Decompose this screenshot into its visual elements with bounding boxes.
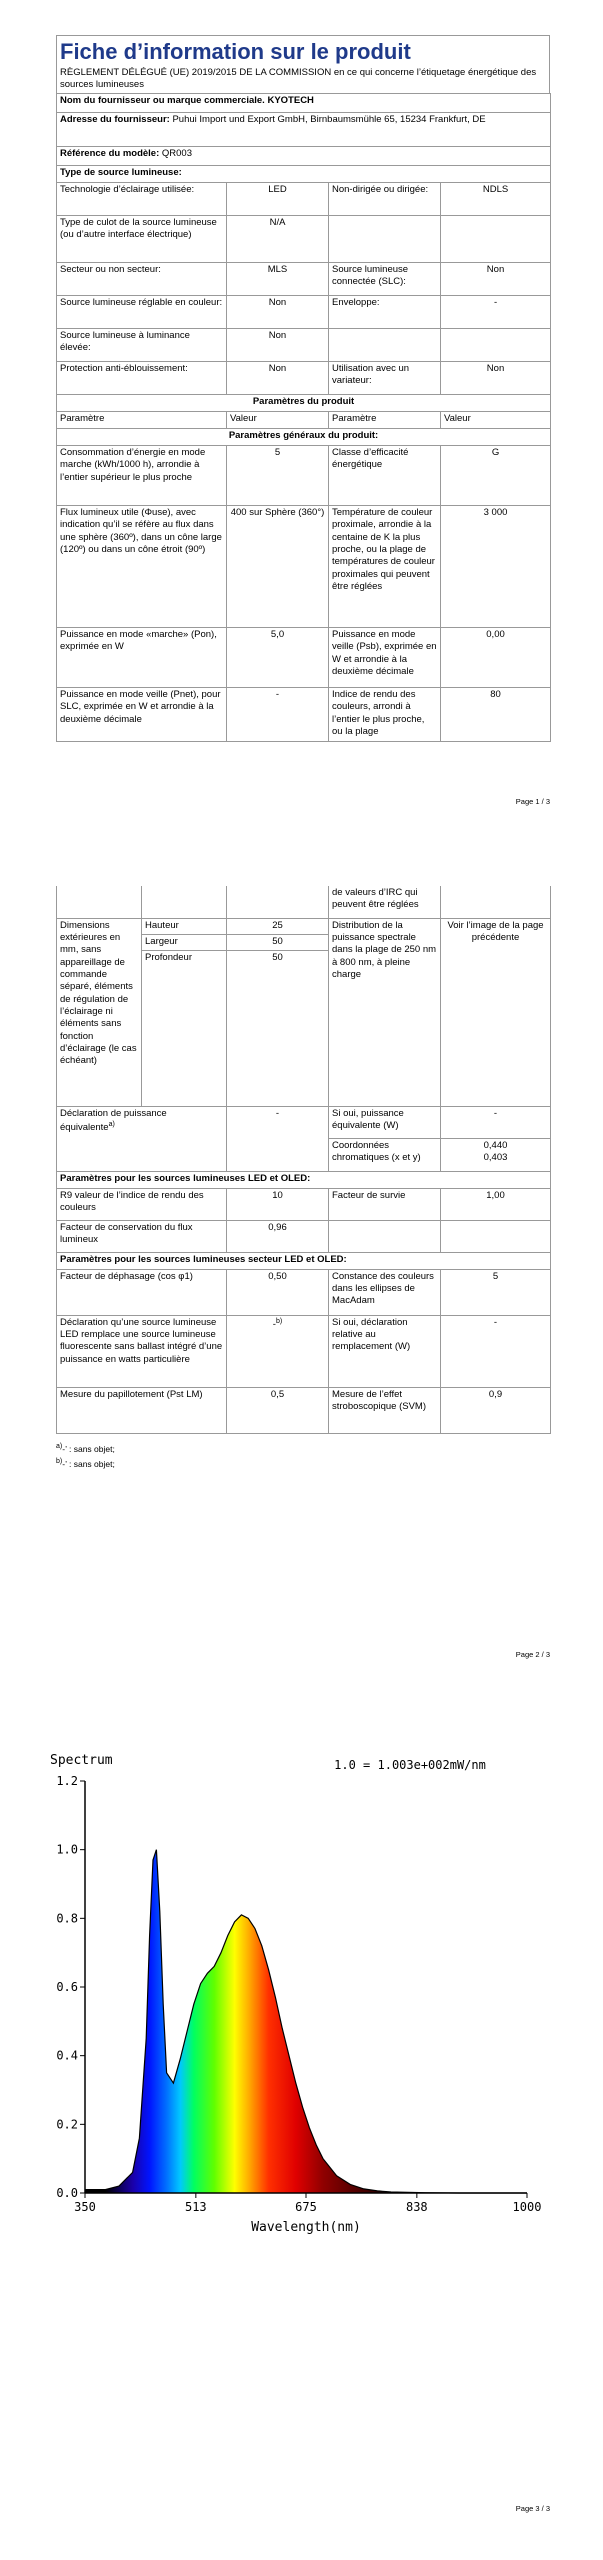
type-cell: Non [227,296,329,329]
dim-name: Hauteur [142,918,227,934]
param-value: 3 000 [441,506,551,628]
mains-heading-row [57,1252,551,1269]
param-label: Puissance en mode «marche» (Pon), exprimée en W [57,628,227,688]
y-tick-label: 1.0 [56,1842,78,1857]
footnote-ref-a: a) [108,1120,115,1128]
column-header-row [57,412,551,429]
type-heading-row [57,166,551,183]
param-label: Indice de rendu des couleurs, arrondi à l’entier le plus proche, ou la plage [329,688,441,742]
y-tick-label: 0.8 [56,1911,78,1926]
supplier-label: Nom du fournisseur ou marque commerciale. [60,95,265,106]
product-info-table-p2 [56,886,551,1434]
param-label: Facteur de survie [329,1188,441,1220]
param-value: 80 [441,688,551,742]
equiv-label: Si oui, puissance équivalente (W) [329,1106,441,1138]
address-row [57,113,551,147]
chroma-y: 0,403 [483,1151,508,1163]
param-label: Température de couleur proximale, arrondie à la centaine de K la plus proche, ou la plage de températures de couleur proximales qui peuvent être réglées [329,506,441,628]
chroma-label: Coordonnées chromatiques (x et y) [329,1138,441,1171]
x-tick-label: 513 [184,2200,207,2214]
type-cell: Secteur ou non secteur: [57,263,227,296]
type-cell: Type de culot de la source lumineuse (ou d’autre interface électrique) [57,216,227,263]
x-tick-label: 675 [295,2200,317,2214]
type-cell: Technologie d’éclairage utilisée: [57,183,227,216]
param-label: Si oui, déclaration relative au remplacement (W) [329,1315,441,1387]
x-axis [74,2193,541,2214]
param-label: Facteur de déphasage (cos φ1) [57,1269,227,1315]
x-tick-label: 1000 [512,2200,542,2214]
footnote-b [56,1455,550,1471]
spectrum-chart [40,1745,560,2245]
address-value: Puhui Import und Export GmbH, Birnbaumsmühle 65, 15234 Frankfurt, DE [172,114,486,125]
footnote-ref-b: b) [275,1317,283,1325]
type-row [57,329,551,362]
param-value: 1,00 [441,1188,551,1220]
regulation-text: RÈGLEMENT DÉLÉGUÉ (UE) 2019/2015 DE LA COMMISSION en ce qui concerne l’étiquetage énergétique des sources lumineuses [60,67,537,90]
param-value: 5 [227,446,329,506]
param-value: 0,9 [441,1387,551,1433]
param-value: 10 [227,1188,329,1220]
type-row [57,296,551,329]
param-value: 0,50 [227,1269,329,1315]
decl-label: Déclaration de puissance équivalente [60,1107,167,1133]
type-cell: Source lumineuse réglable en couleur: [57,296,227,329]
param-row [57,1387,551,1433]
general-heading: Paramètres généraux du produit: [57,429,551,446]
param-row [57,506,551,628]
y-tick-label: 0.2 [56,2117,78,2132]
param-label: Mesure de l’effet stroboscopique (SVM) [329,1387,441,1433]
document-header [56,35,550,93]
param-value: 5 [441,1269,551,1315]
param-value: - [272,1318,276,1330]
type-cell: Enveloppe: [329,296,441,329]
param-value: 0,00 [441,628,551,688]
page-number: Page 1 / 3 [515,797,550,806]
type-row [57,183,551,216]
footnote-b-mark: b) [56,1458,63,1466]
type-cell: - [441,296,551,329]
param-row [57,1188,551,1220]
document-title: Fiche d’information sur le produit [60,39,411,64]
type-heading: Type de source lumineuse: [57,166,551,183]
footnote-b-text: -’ : sans objet; [62,1459,115,1470]
param-value: 0,96 [227,1220,329,1252]
y-tick-label: 0.6 [56,1980,78,1994]
dim-name: Profondeur [142,950,227,1106]
type-row [57,362,551,395]
y-tick-label: 0.0 [56,2186,78,2200]
param-label: Facteur de conservation du flux lumineux [57,1220,227,1252]
x-tick-label: 838 [405,2200,428,2214]
mains-heading: Paramètres pour les sources lumineuses secteur LED et OLED: [57,1252,551,1269]
dim-value: 50 [227,934,329,950]
param-label: Puissance en mode veille (Pnet), pour SLC, exprimée en W et arrondie à la deuxième décimale [57,688,227,742]
param-row [57,1269,551,1315]
col-param-header: Paramètre [57,412,227,429]
param-row [57,688,551,742]
page-number: Page 2 / 3 [515,1650,550,1659]
param-label: Mesure du papillotement (Pst LM) [57,1387,227,1433]
dim-name: Largeur [142,934,227,950]
supplier-row [57,94,551,113]
y-axis [56,1774,85,2200]
footnotes [56,1440,550,1472]
type-cell [329,216,441,263]
page-number: Page 3 / 3 [515,2504,550,2513]
decl-row [57,1106,551,1138]
dims-label: Dimensions extérieures en mm, sans appareillage de commande séparé, éléments de régulation de l’éclairage ni éléments sans fonction d’éclairage (le cas échéant) [57,918,142,1106]
param-row [57,1315,551,1387]
param-label: Constance des couleurs dans les ellipses de MacAdam [329,1269,441,1315]
type-cell [329,329,441,362]
type-cell: Source lumineuse à luminance élevée: [57,329,227,362]
param-label: Flux lumineux utile (Φuse), avec indication qu’il se réfère au flux dans une sphère (360º), dans un cône large (120º) ou dans un cône étroit (90º) [57,506,227,628]
type-row [57,216,551,263]
chart-title: Spectrum [50,1753,113,1768]
param-label: Déclaration qu’une source lumineuse LED remplace une source lumineuse fluorescente sans ballast intégré d’une puissance en watts particulière [57,1315,227,1387]
type-cell: Source lumineuse connectée (SLC): [329,263,441,296]
chart-annotation: 1.0 = 1.003e+002mW/nm [334,1758,486,1772]
type-cell: MLS [227,263,329,296]
param-label: Puissance en mode veille (Psb), exprimée en W et arrondie à la deuxième décimale [329,628,441,688]
param-row [57,886,551,918]
type-cell: Non [227,362,329,395]
model-label: Référence du modèle: [60,148,160,159]
decl-value: - [227,1106,329,1171]
type-cell: Non [441,362,551,395]
model-row [57,147,551,166]
param-row [57,628,551,688]
param-value: - [441,1315,551,1387]
param-label: Classe d’efficacité énergétique [329,446,441,506]
product-info-table-p1 [56,93,551,742]
type-cell: NDLS [441,183,551,216]
param-label: Consommation d’énergie en mode marche (kWh/1000 h), arrondie à l’entier supérieur le plus proche [57,446,227,506]
equiv-value: - [441,1106,551,1138]
type-cell: Non-dirigée ou dirigée: [329,183,441,216]
param-value: 400 sur Sphère (360°) [227,506,329,628]
params-heading: Paramètres du produit [57,395,551,412]
x-tick-label: 350 [74,2200,96,2214]
type-cell: LED [227,183,329,216]
param-value: G [441,446,551,506]
type-cell [441,329,551,362]
param-row [57,1220,551,1252]
param-label: R9 valeur de l’indice de rendu des couleurs [57,1188,227,1220]
col-param-header: Paramètre [329,412,441,429]
col-value-header: Valeur [227,412,329,429]
y-tick-label: 1.2 [56,1774,78,1788]
dims-row-height [57,918,551,934]
led-heading-row [57,1171,551,1188]
footnote-a-text: -’ : sans objet; [62,1443,115,1454]
led-heading: Paramètres pour les sources lumineuses LED et OLED: [57,1171,551,1188]
footnote-a [56,1440,550,1456]
param-value: 5,0 [227,628,329,688]
type-cell: Non [441,263,551,296]
param-value: 0,5 [227,1387,329,1433]
dim-value: 50 [227,950,329,1106]
type-cell: Utilisation avec un variateur: [329,362,441,395]
supplier-value: KYOTECH [267,95,314,106]
chroma-x: 0,440 [483,1139,508,1151]
type-cell: Non [227,329,329,362]
spd-value: Voir l’image de la page précédente [441,918,551,1106]
type-cell: N/A [227,216,329,263]
type-row [57,263,551,296]
param-value: - [227,688,329,742]
address-label: Adresse du fournisseur: [60,114,170,125]
y-tick-label: 0.4 [56,2048,78,2063]
params-heading-row [57,395,551,412]
general-heading-row [57,429,551,446]
type-cell: Protection anti-éblouissement: [57,362,227,395]
type-cell [441,216,551,263]
spd-label: Distribution de la puissance spectrale dans la plage de 250 nm à 800 nm, à pleine charge [329,918,441,1106]
param-label: de valeurs d’IRC qui peuvent être réglées [329,886,441,918]
model-value: QR003 [161,148,192,159]
footnote-a-mark: a) [56,1442,63,1450]
param-row [57,446,551,506]
dim-value: 25 [227,918,329,934]
col-value-header: Valeur [441,412,551,429]
x-axis-label: Wavelength(nm) [251,2220,361,2235]
